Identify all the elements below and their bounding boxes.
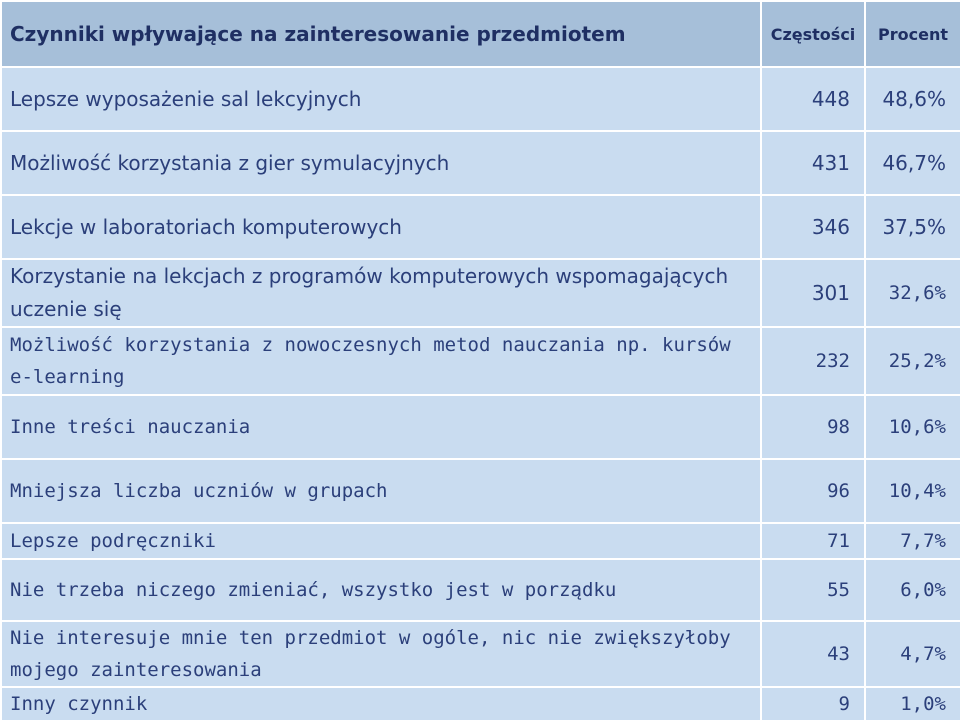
percent-value: 46,7%	[865, 131, 960, 195]
frequency-value: 448	[761, 67, 865, 131]
percent-value: 6,0%	[865, 559, 960, 621]
factor-label: Korzystanie na lekcjach z programów komputerowych wspomagających uczenie się	[1, 259, 761, 327]
percent-value: 32,6%	[865, 259, 960, 327]
frequency-value: 55	[761, 559, 865, 621]
table-row	[1, 67, 960, 131]
frequency-value: 301	[761, 259, 865, 327]
column-header-frequency: Częstości	[761, 1, 865, 67]
column-header-factor: Czynniki wpływające na zainteresowanie przedmiotem	[1, 1, 761, 67]
factor-label: Możliwość korzystania z nowoczesnych metod nauczania np. kursów e-learning	[1, 327, 761, 395]
frequency-value: 43	[761, 621, 865, 687]
table-row	[1, 259, 960, 327]
percent-value: 1,0%	[865, 687, 960, 721]
frequency-value: 346	[761, 195, 865, 259]
factor-label: Lekcje w laboratoriach komputerowych	[1, 195, 761, 259]
table-row	[1, 395, 960, 459]
table-row	[1, 559, 960, 621]
factor-label: Nie trzeba niczego zmieniać, wszystko jest w porządku	[1, 559, 761, 621]
factor-label: Inny czynnik	[1, 687, 761, 721]
percent-value: 48,6%	[865, 67, 960, 131]
table-row	[1, 687, 960, 721]
frequency-value: 232	[761, 327, 865, 395]
table-row	[1, 621, 960, 687]
percent-value: 37,5%	[865, 195, 960, 259]
factor-label: Nie interesuje mnie ten przedmiot w ogóle, nic nie zwiększyłoby mojego zainteresowania	[1, 621, 761, 687]
factor-label: Lepsze wyposażenie sal lekcyjnych	[1, 67, 761, 131]
frequency-value: 96	[761, 459, 865, 523]
table-row	[1, 327, 960, 395]
frequency-value: 98	[761, 395, 865, 459]
factor-label: Lepsze podręczniki	[1, 523, 761, 559]
column-header-percent: Procent	[865, 1, 960, 67]
percent-value: 7,7%	[865, 523, 960, 559]
frequency-value: 431	[761, 131, 865, 195]
table-row	[1, 195, 960, 259]
table-row	[1, 459, 960, 523]
percent-value: 25,2%	[865, 327, 960, 395]
table-row	[1, 131, 960, 195]
percent-value: 10,6%	[865, 395, 960, 459]
header-row	[1, 1, 960, 67]
frequency-value: 71	[761, 523, 865, 559]
percent-value: 4,7%	[865, 621, 960, 687]
frequency-value: 9	[761, 687, 865, 721]
factor-label: Możliwość korzystania z gier symulacyjnych	[1, 131, 761, 195]
percent-value: 10,4%	[865, 459, 960, 523]
factor-label: Inne treści nauczania	[1, 395, 761, 459]
factor-label: Mniejsza liczba uczniów w grupach	[1, 459, 761, 523]
table-row	[1, 523, 960, 559]
